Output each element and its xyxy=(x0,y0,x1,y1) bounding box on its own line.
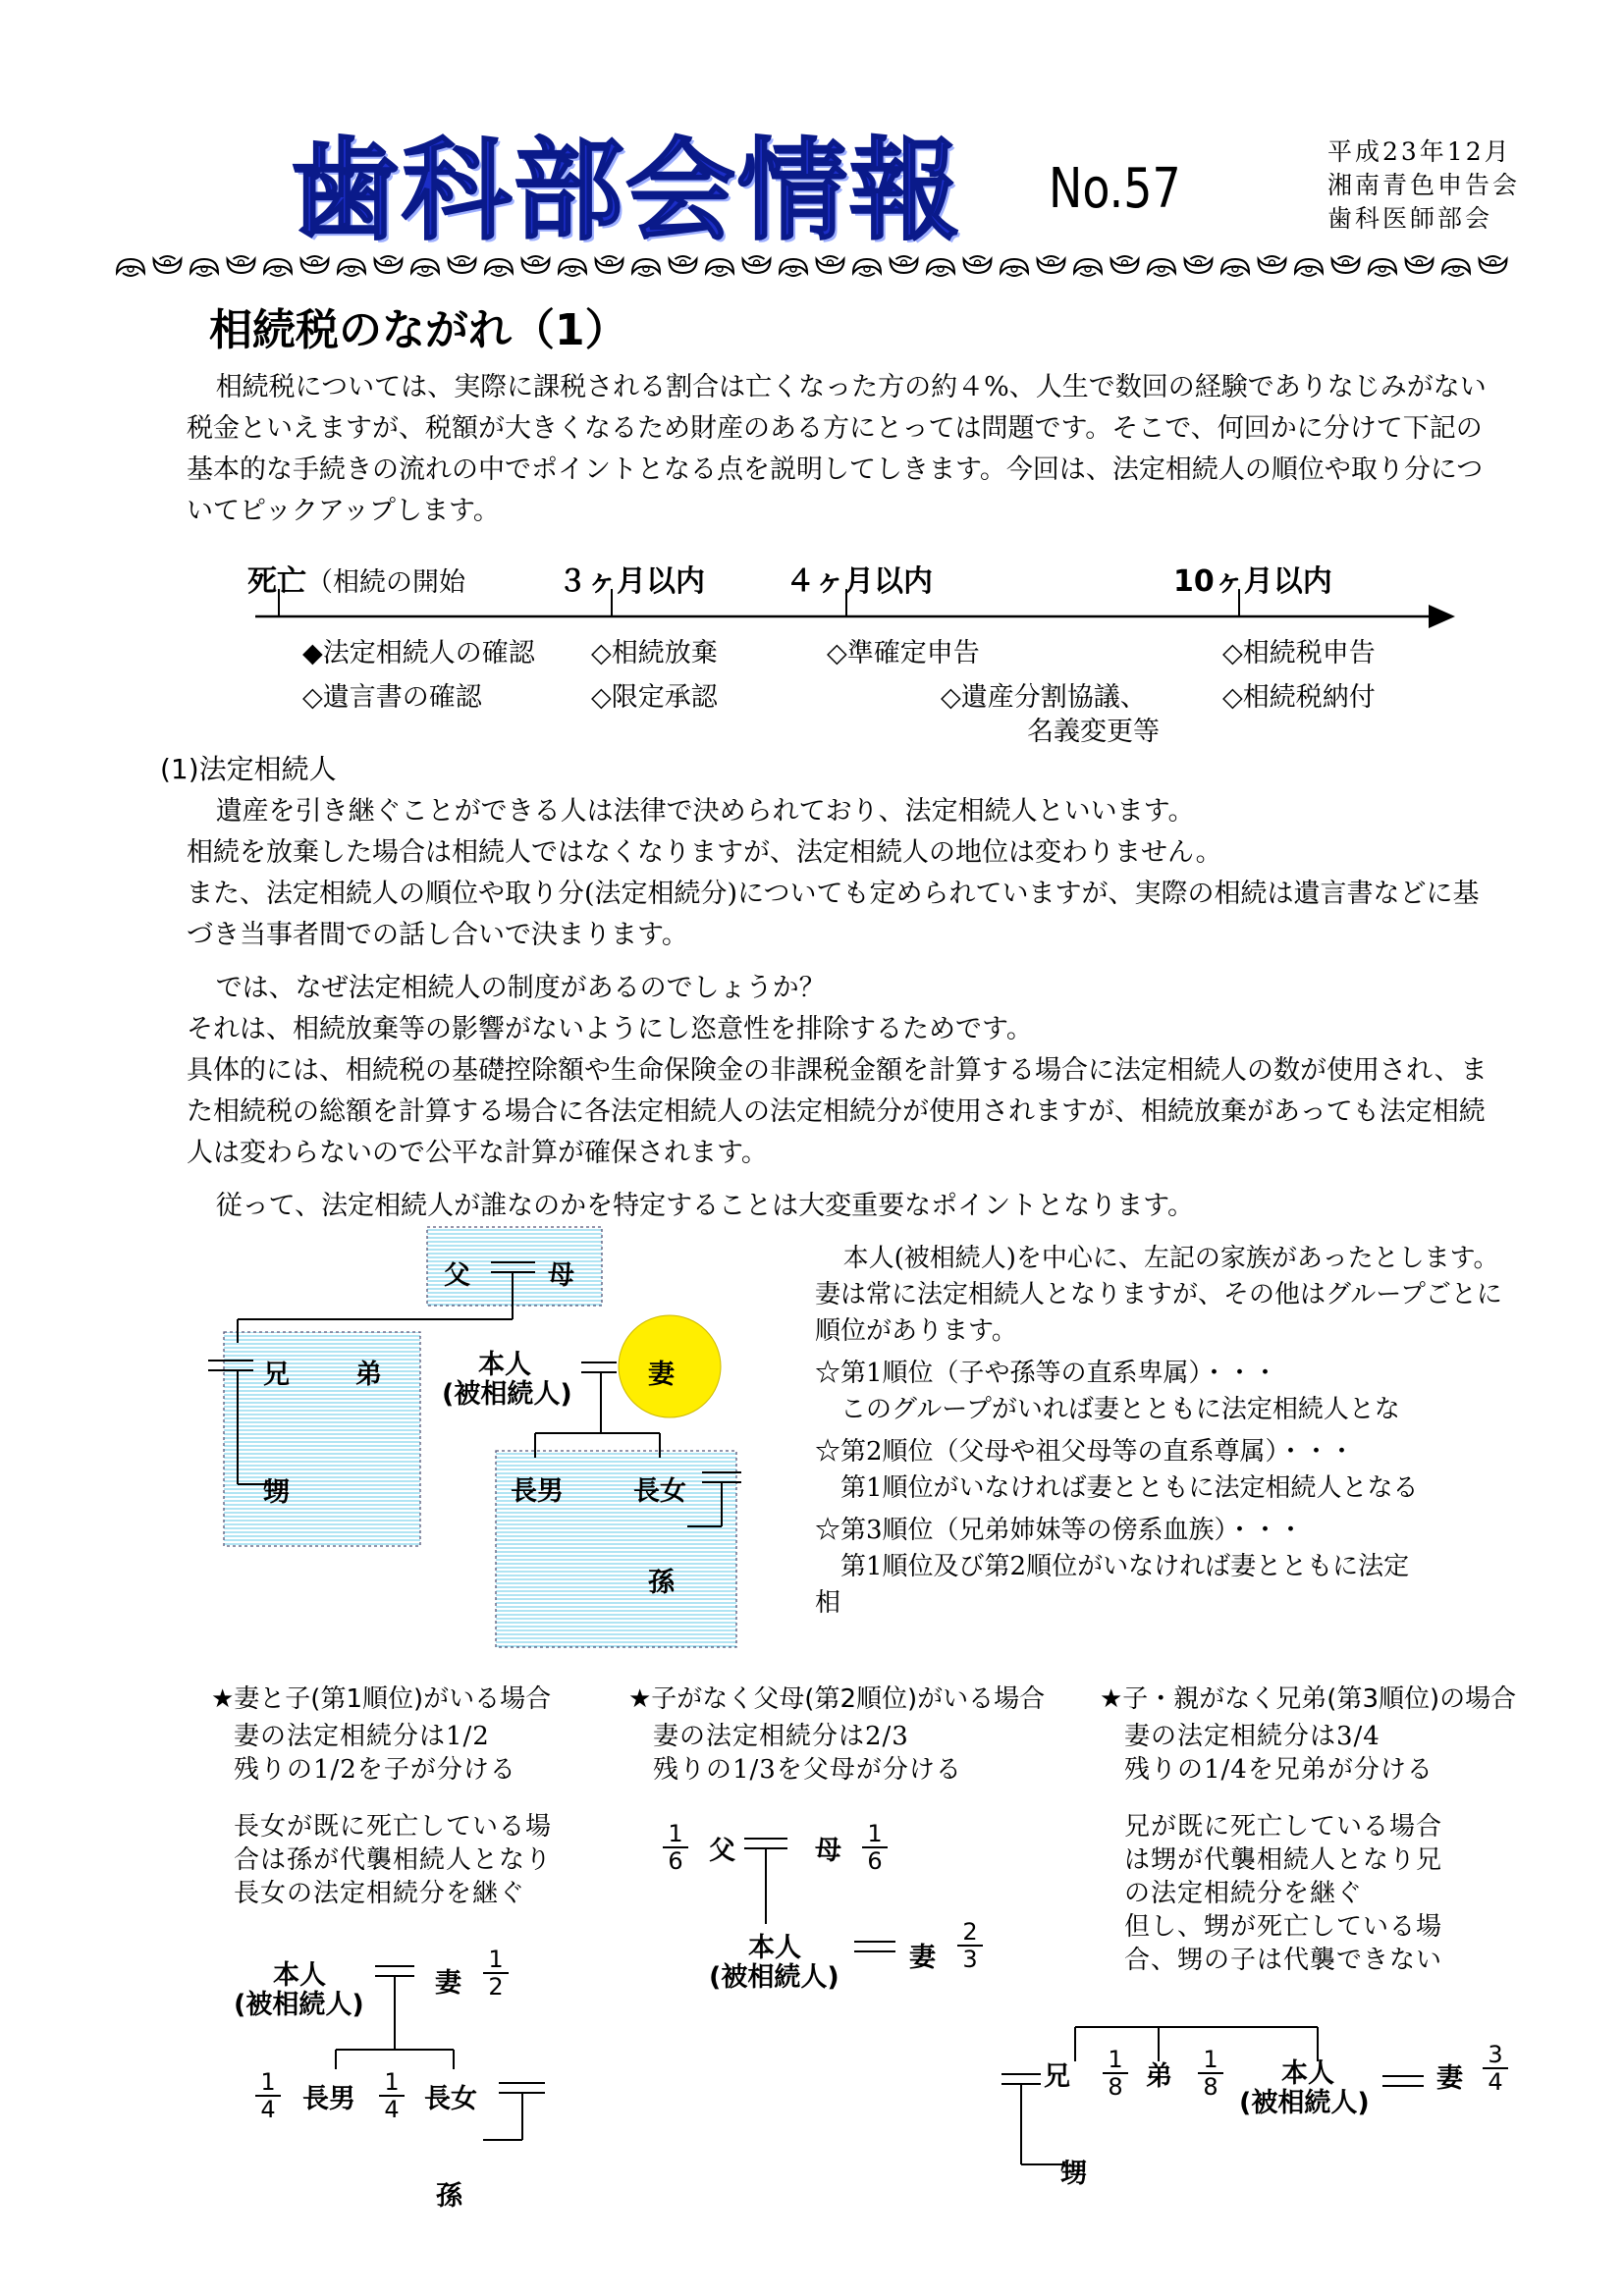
siblings-group-box xyxy=(224,1332,420,1546)
c3-elder-brother: 兄 xyxy=(1044,2061,1070,2092)
case3-line: の法定相続分を継ぐ xyxy=(1124,1879,1364,1908)
timeline-3months: ３ヶ月以内 xyxy=(558,564,705,599)
c2-self-sub: (被相続人) xyxy=(709,1962,839,1993)
intro-paragraph xyxy=(187,367,1492,532)
c1-wife-share: 1 2 xyxy=(483,1947,509,2000)
c3-elder-share: 1 8 xyxy=(1103,2047,1128,2100)
case2-text xyxy=(653,1720,962,1787)
tree-father: 父 xyxy=(444,1260,470,1291)
timeline-item: ◇遺産分割協議、 xyxy=(941,682,1147,713)
rank2-text: 第1順位がいなければ妻とともに法定相続人となる xyxy=(840,1473,1419,1503)
c3-self: 本人 xyxy=(1281,2058,1334,2089)
timeline-item: ◇相続税納付 xyxy=(1222,682,1376,713)
timeline-item: ◆法定相続人の確認 xyxy=(302,638,535,668)
rank2-heading: ☆第2順位（父母や祖父母等の直系尊属）・・・ xyxy=(815,1437,1355,1467)
case3-line: 兄が既に死亡している場合 xyxy=(1124,1812,1443,1842)
case2-line: 妻の法定相続分は2/3 xyxy=(653,1722,909,1751)
c1-son-share: 1 4 xyxy=(255,2069,281,2122)
tree-elder-brother: 兄 xyxy=(263,1360,290,1390)
rank3-text: 第1順位及び第2順位がいなければ妻とともに法定 xyxy=(840,1552,1410,1581)
section-paragraph: それは、相続放棄等の影響がないようにし恣意性を排除するためです。 xyxy=(187,1014,1033,1044)
c3-wife-share: 3 4 xyxy=(1483,2042,1508,2095)
publisher-org: 湘南青色申告会 xyxy=(1327,171,1521,199)
tree-eldest-daughter: 長女 xyxy=(633,1476,686,1507)
c2-wife: 妻 xyxy=(909,1943,936,1973)
c2-self: 本人 xyxy=(748,1933,801,1963)
section-paragraph: 従って、法定相続人が誰なのかを特定することは大変重要なポイントとなります。 xyxy=(215,1191,1194,1221)
case3-line: 合、甥の子は代襲できない xyxy=(1124,1946,1443,1975)
issue-number: No.57 xyxy=(1049,157,1181,221)
timeline-item: ◇準確定申告 xyxy=(827,638,980,668)
c3-self-sub: (被相続人) xyxy=(1239,2088,1370,2118)
intro-text: 相続税については、実際に課税される割合は亡くなった方の約４%、人生で数回の経験でありなじみがない税金といえますが、税額が大きくなるため財産のある方にとっては問題です。そこで、何回かに分けて下記の基本的な手続きの流れの中でポイントとなる点を説明してしきます。今回は、法定相続人の順位や取り分についてピックアップします。 xyxy=(187,372,1487,526)
tree-mother: 母 xyxy=(548,1260,574,1291)
case1-text xyxy=(234,1720,552,1910)
rank3-text-cont: 相 xyxy=(815,1588,841,1618)
section-paragraph: 遺産を引き継ぐことができる人は法律で決められており、法定相続人といいます。 xyxy=(215,796,1195,827)
section-heading: (1)法定相続人 xyxy=(160,753,337,785)
case3-text xyxy=(1124,1720,1442,1977)
timeline-start-label: （相続の開始 xyxy=(306,567,465,598)
case3-line: 但し、甥が死亡している場 xyxy=(1124,1912,1443,1942)
side-paragraph: 本人(被相続人)を中心に、左記の家族があったとします。妻は常に法定相続人となりますが、その他はグループごとに順位があります。 xyxy=(815,1244,1502,1346)
timeline-item: ◇相続放棄 xyxy=(591,638,718,668)
case3-line: 妻の法定相続分は3/4 xyxy=(1124,1722,1380,1751)
c3-younger-brother: 弟 xyxy=(1146,2061,1172,2092)
section-paragraph: では、なぜ法定相続人の制度があるのでしょうか？ xyxy=(215,973,826,1003)
c1-self: 本人 xyxy=(273,1960,326,1991)
family-tree-diagram xyxy=(196,1217,766,1649)
newsletter-title: 歯科部会情報 xyxy=(290,128,961,255)
case1-title: ★妻と子(第1順位)がいる場合 xyxy=(211,1684,552,1714)
c2-father-share: 1 6 xyxy=(663,1821,688,1874)
c2-mother: 母 xyxy=(815,1836,841,1866)
case1-line: 合は孫が代襲相続人となり xyxy=(234,1845,553,1875)
publisher-dept: 歯科医師部会 xyxy=(1327,204,1493,233)
decorative-border xyxy=(113,253,1517,281)
section-body xyxy=(187,791,1492,1227)
timeline-4months: ４ヶ月以内 xyxy=(785,564,933,599)
c1-daughter-share: 1 4 xyxy=(379,2069,405,2122)
section-paragraph: また、法定相続人の順位や取り分(法定相続分)についても定められていますが、実際の相続は遺言書などに基づき当事者間での話し合いで決まります。 xyxy=(187,879,1480,950)
rank3-heading: ☆第3順位（兄弟姉妹等の傍系血族）・・・ xyxy=(815,1516,1304,1545)
tree-self: 本人 xyxy=(478,1350,531,1380)
c3-wife: 妻 xyxy=(1436,2063,1463,2094)
timeline-start xyxy=(247,557,465,600)
rank1-text: このグループがいれば妻とともに法定相続人とな xyxy=(840,1395,1400,1424)
case1-line: 長女が既に死亡している場 xyxy=(234,1812,553,1842)
timeline-death: 死亡 xyxy=(247,564,306,599)
c2-father: 父 xyxy=(709,1836,735,1866)
timeline-10months: 10ヶ月以内 xyxy=(1173,564,1332,599)
rank1-heading: ☆第1順位（子や孫等の直系卑属）・・・ xyxy=(815,1359,1278,1388)
case2-title: ★子がなく父母(第2順位)がいる場合 xyxy=(628,1684,1046,1714)
timeline-item: ◇限定承認 xyxy=(591,682,718,713)
tree-wife: 妻 xyxy=(648,1360,675,1390)
timeline-item: ◇遺言書の確認 xyxy=(302,682,482,713)
c1-wife: 妻 xyxy=(435,1968,461,1999)
c1-self-sub: (被相続人) xyxy=(234,1990,364,2020)
case1-line: 残りの1/2を子が分ける xyxy=(234,1755,516,1785)
c3-younger-share: 1 8 xyxy=(1198,2047,1223,2100)
case3-line: は甥が代襲相続人となり兄 xyxy=(1124,1845,1443,1875)
tree-younger-brother: 弟 xyxy=(355,1360,382,1390)
ranking-explanation xyxy=(815,1241,1502,1622)
c3-nephew: 甥 xyxy=(1060,2159,1087,2189)
section-paragraph: 具体的には、相続税の基礎控除額や生命保険金の非課税金額を計算する場合に法定相続人の数が使用され、また相続税の総額を計算する場合に各法定相続人の法定相続分が使用されますが、相続放棄があっても法定相続人は変わらないので公平な計算が確保されます。 xyxy=(187,1055,1488,1168)
section-paragraph: 相続を放棄した場合は相続人ではなくなりますが、法定相続人の地位は変わりません。 xyxy=(187,837,1222,868)
c2-wife-share: 2 3 xyxy=(957,1919,983,1972)
tree-self-sub: (被相続人) xyxy=(442,1379,572,1410)
issue-date: 平成23年12月 xyxy=(1327,137,1512,166)
case1-line: 長女の法定相続分を継ぐ xyxy=(234,1879,526,1908)
case3-line: 残りの1/4を兄弟が分ける xyxy=(1124,1755,1434,1785)
tree-grandchild: 孫 xyxy=(648,1568,675,1598)
c1-eldest-daughter: 長女 xyxy=(424,2084,477,2114)
tree-eldest-son: 長男 xyxy=(511,1476,564,1507)
case3-title: ★子・親がなく兄弟(第3順位)の場合 xyxy=(1100,1684,1517,1714)
article-heading: 相続税のながれ（1） xyxy=(209,305,628,355)
c1-eldest-son: 長男 xyxy=(302,2084,355,2114)
c2-mother-share: 1 6 xyxy=(862,1821,888,1874)
case2-line: 残りの1/3を父母が分ける xyxy=(653,1755,962,1785)
c1-grandchild: 孫 xyxy=(436,2181,462,2212)
timeline-item: 名義変更等 xyxy=(1027,717,1160,747)
tree-nephew: 甥 xyxy=(263,1477,290,1508)
timeline-item: ◇相続税申告 xyxy=(1222,638,1376,668)
case1-line: 妻の法定相続分は1/2 xyxy=(234,1722,490,1751)
